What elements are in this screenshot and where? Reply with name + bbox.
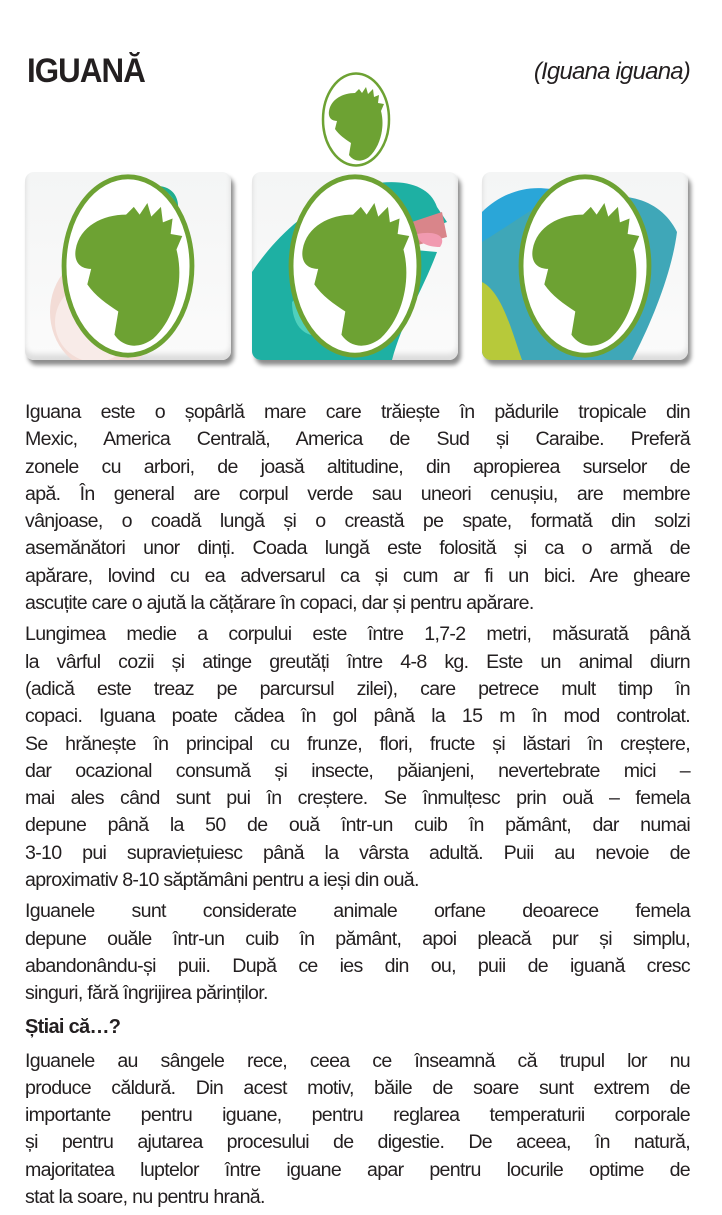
paragraph-line: depune până la 50 de ouă într-un cuib în pământ, dar numai xyxy=(25,814,690,837)
paragraph-line: Iguanele sunt considerate animale orfane deoarece femela xyxy=(25,900,690,923)
page-title: IGUANĂ xyxy=(27,52,145,90)
latin-name: (Iguana iguana) xyxy=(533,58,690,85)
did-you-know-paragraph xyxy=(25,1048,690,1212)
paragraph xyxy=(25,898,690,1007)
paragraph-line: dar ocazional consumă și insecte, păianjeni, nevertebrate mici – xyxy=(25,759,690,782)
paragraph-line: (adică este treaz pe parcursul zilei), care petrece mult timp în xyxy=(25,677,690,700)
image-iguana-open-mouth xyxy=(252,172,458,360)
paragraph-line: apă. În general are corpul verde sau uneori cenușiu, are membre xyxy=(25,482,690,505)
paragraph-line: majoritatea luptelor între iguane apar pentru locurile optime de xyxy=(25,1158,690,1181)
paragraph-line: abandonându-și puii. După ce ies din ou, puii de iguană cresc xyxy=(25,954,690,977)
paragraph-line: importante pentru iguane, pentru reglarea temperaturii corporale xyxy=(25,1104,690,1127)
paragraph-line: Mexic, America Centrală, America de Sud și Caraibe. Preferă xyxy=(25,428,690,451)
paragraph-line: și pentru ajutarea procesului de digestie. De aceea, în natură, xyxy=(25,1131,690,1154)
paragraph-line: aproximativ 8-10 săptămâni pentru a ieși din ouă. xyxy=(25,869,419,892)
image-iguana-dewlap xyxy=(482,172,688,360)
paragraph-line: apărare, lovind cu ea adversarul ca și cum ar fi un bici. Are gheare xyxy=(25,564,690,587)
paragraph-line: depune ouăle într-un cuib în pământ, apoi pleacă pur și simplu, xyxy=(25,927,690,950)
iguana-badge-icon xyxy=(25,172,231,360)
did-you-know-heading: Știai că…? xyxy=(25,1015,121,1038)
paragraph-line: asemănători unor dinți. Coada lungă este folosită și ca o armă de xyxy=(25,537,690,560)
paragraph-line: produce căldură. Din acest motiv, băile de soare sunt extrem de xyxy=(25,1076,690,1099)
paragraph-line: Lungimea medie a corpului este între 1,7-2 metri, măsurată până xyxy=(25,623,690,646)
iguana-badge-icon xyxy=(482,172,688,360)
paragraph xyxy=(25,1048,690,1212)
paragraph-line: vânjoase, o coadă lungă și o creastă pe spate, formată din solzi xyxy=(25,510,690,533)
paragraph-line: 3-10 pui supraviețuiesc până la vârsta adultă. Puii au nevoie de xyxy=(25,841,690,864)
iguana-silhouette-icon xyxy=(321,71,391,168)
paragraph-line: stat la soare, nu pentru hrană. xyxy=(25,1186,265,1209)
paragraph xyxy=(25,399,690,617)
paragraph-line: Se hrănește în principal cu frunze, flori, fructe și lăstari în creștere, xyxy=(25,732,690,755)
paragraph-line: la vârful cozii și atinge greutăți între 4-8 kg. Este un animal diurn xyxy=(25,650,690,673)
paragraph-line: mai ales când sunt pui în creștere. Se înmulțesc prin ouă – femela xyxy=(25,787,690,810)
paragraph-line: copaci. Iguana poate cădea în gol până la 15 m în mod controlat. xyxy=(25,705,690,728)
image-iguana-hatching xyxy=(25,172,231,360)
article-body xyxy=(25,399,690,1215)
paragraph-line: singuri, fără îngrijirea părinților. xyxy=(25,982,268,1005)
paragraph-line: Iguanele au sângele rece, ceea ce înseamnă că trupul lor nu xyxy=(25,1049,690,1072)
paragraph-line: zonele cu arbori, de joasă altitudine, din apropierea surselor de xyxy=(25,455,690,478)
paragraph-line: ascuțite care o ajută la cățărare în copaci, dar și pentru apărare. xyxy=(25,592,534,615)
description-paragraphs xyxy=(25,399,690,1008)
paragraph-line: Iguana este o șopârlă mare care trăiește în pădurile tropicale din xyxy=(25,401,690,423)
iguana-badge-icon xyxy=(252,172,458,360)
paragraph xyxy=(25,621,690,894)
